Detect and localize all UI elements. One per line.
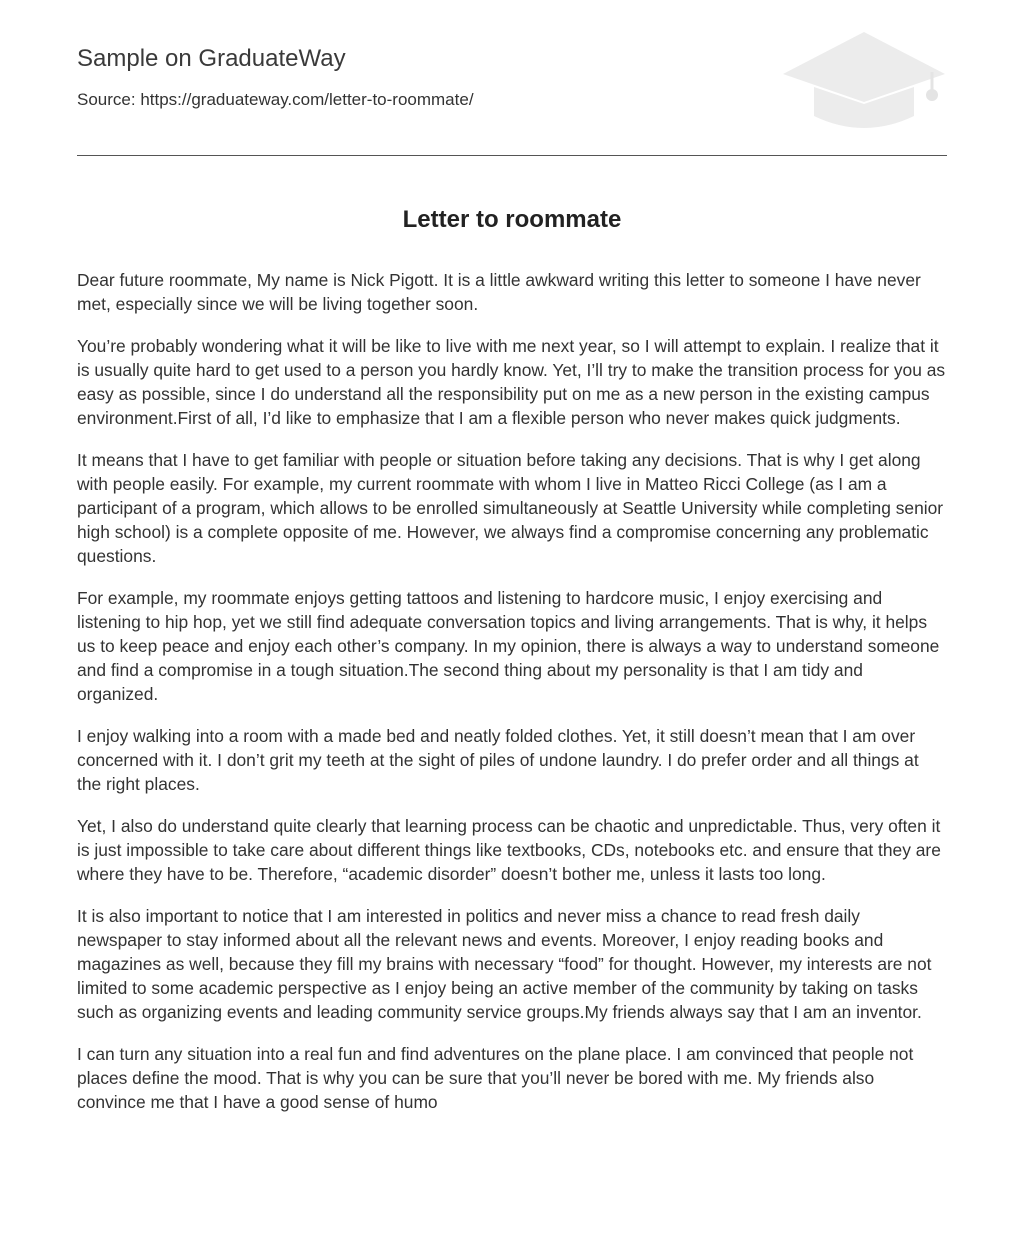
header-divider — [77, 155, 947, 156]
paragraph-7: It is also important to notice that I am interested in politics and never miss a chance to read fresh daily newspaper to stay informed about all the relevant news and events. Moreover, I enjoy reading books and magazines as well, because they fill my brains with necessary “food” for thought. However, my interests are not limited to some academic perspective as I enjoy being an active member of the community by taking on tasks such as organizing events and leading community service groups.My friends always say that I am an inventor. — [77, 906, 932, 1022]
cap-board — [783, 32, 945, 102]
source-link[interactable]: https://graduateway.com/letter-to-roommate/ — [140, 90, 474, 109]
paragraph-2: You’re probably wondering what it will be like to live with me next year, so I will attempt to explain. I realize that it is usually quite hard to get used to a person you hardly know. Yet, I’ll try to make the transition process for you as easy as possible, since I do understand all the responsibility put on me as a new person in the existing campus environment.First of all, I’d like to emphasize that I am a flexible person who never makes quick judgments. — [77, 336, 946, 428]
paragraph-4: For example, my roommate enjoys getting tattoos and listening to hardcore music, I enjoy exercising and listening to hip hop, yet we still find adequate conversation topics and living arrangements. That is why, it helps us to keep peace and enjoy each other’s company. In my opinion, there is always a way to understand someone and find a compromise in a tough situation.The second thing about my personality is that I am tidy and organized. — [77, 588, 940, 704]
site-title: Sample on GraduateWay — [77, 45, 346, 72]
page-header — [77, 0, 947, 156]
source-label: Source: — [77, 90, 136, 109]
paragraph-1: Dear future roommate, My name is Nick Pigott. It is a little awkward writing this letter to someone I have never met, especially since we will be living together soon. — [77, 270, 921, 314]
graduation-cap-icon — [781, 30, 947, 132]
paragraph-6: Yet, I also do understand quite clearly that learning process can be chaotic and unpredictable. Thus, very often it is just impossible to take care about different things like textbooks, CDs, notebooks etc. and ensure that they are where they have to be. Therefore, “academic disorder” doesn’t bother me, unless it lasts too long. — [77, 816, 941, 884]
document-body — [77, 268, 947, 1132]
paragraph-5: I enjoy walking into a room with a made bed and neatly folded clothes. Yet, it still doesn’t mean that I am over concerned with it. I don’t grit my teeth at the sight of piles of undone laundry. I do prefer order and all things at the right places. — [77, 726, 919, 794]
paragraph-8: I can turn any situation into a real fun and find adventures on the plane place. I am convinced that people not places define the mood. That is why you can be sure that you’ll never be bored with me. My friends also convince me that I have a good sense of humo — [77, 1044, 914, 1112]
document-title: Letter to roommate — [402, 206, 622, 233]
paragraph-3: It means that I have to get familiar with people or situation before taking any decisions. That is why I get along with people easily. For example, my current roommate with whom I live in Matteo Ricci College (as I am a participant of a program, which allows to be enrolled simultaneously at Seattle University while completing senior high school) is a complete opposite of me. However, we always find a compromise concerning any problematic questions. — [77, 450, 944, 566]
source-line — [77, 89, 474, 111]
cap-tassel — [926, 89, 938, 101]
